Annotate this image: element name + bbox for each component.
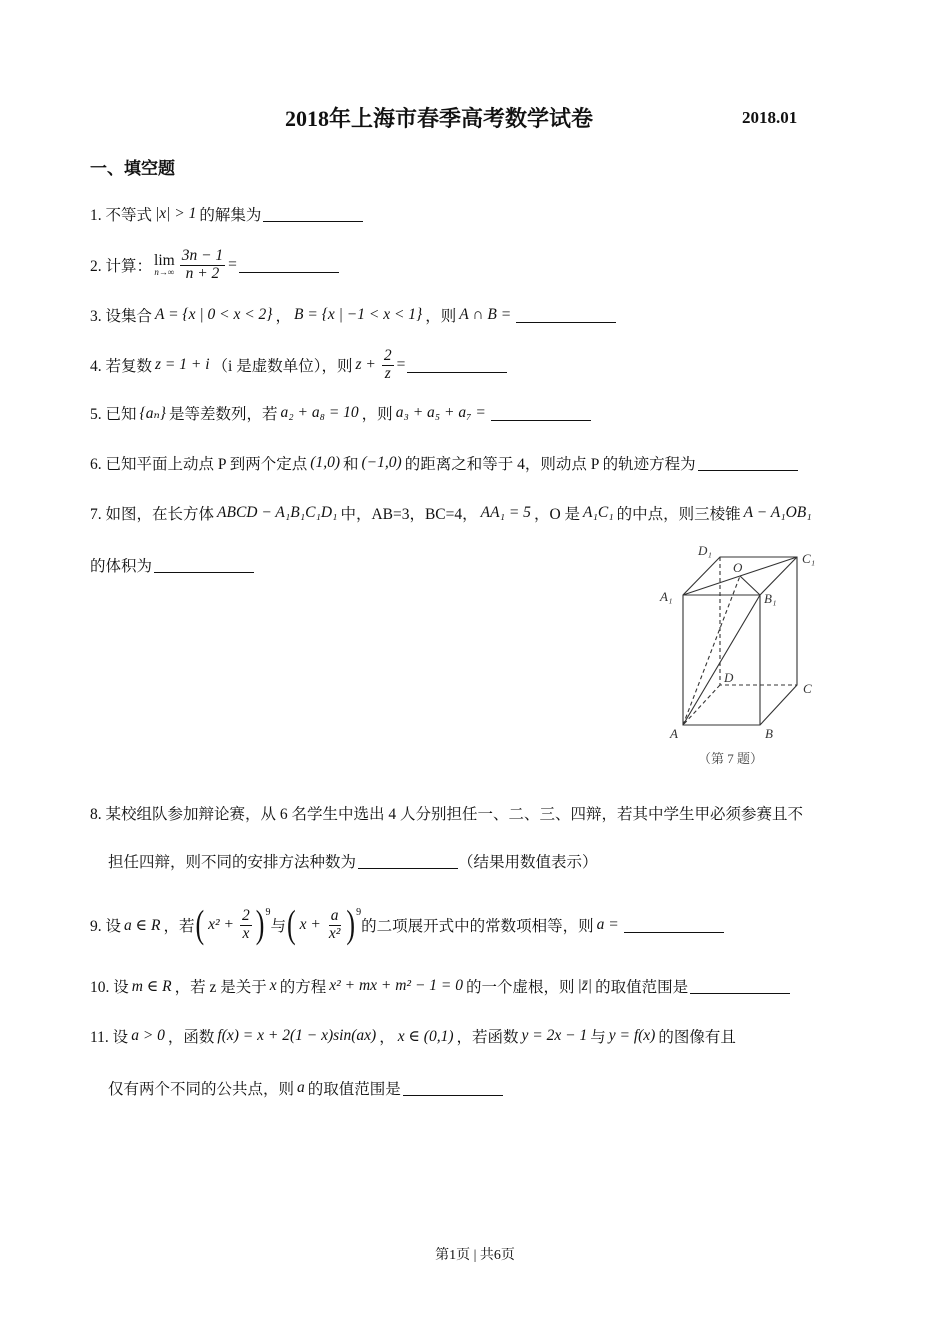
figure-hidden-edges [683, 557, 797, 725]
question-text: 3. 设集合 [90, 308, 153, 325]
answer-blank [690, 979, 790, 994]
question-text: ，若 [163, 918, 195, 935]
question-9 [90, 902, 724, 946]
parenthesis: ) [255, 902, 265, 946]
math-expression: x² + [208, 916, 235, 933]
math-expression: A = {x | 0 < x < 2} [155, 306, 273, 323]
label-B: B [765, 726, 773, 741]
label-D: D [724, 670, 734, 685]
question-10 [90, 966, 790, 1006]
question-text: ，O 是 [533, 506, 581, 523]
section-heading: 一、填空题 [90, 159, 175, 178]
question-text: 和 [343, 456, 359, 473]
question-text: ，则 [361, 406, 393, 423]
question-text: 2. 计算： [90, 258, 153, 275]
math-expression: x² + mx + m² − 1 = 0 [329, 977, 463, 994]
page-title: 2018年上海市春季高考数学试卷 [285, 106, 594, 131]
figure-caption: （第 7 题） [698, 751, 764, 766]
question-text: 6. 已知平面上动点 P 到两个定点 [90, 456, 308, 473]
question-text: 11. 设 [90, 1029, 129, 1046]
fraction [180, 248, 225, 282]
question-text: 的一个虚根，则 [465, 979, 575, 996]
math-expression: ABCD − A₁B₁C₁D₁ [217, 504, 338, 521]
exponent: 9 [356, 907, 362, 918]
question-text: 是等差数列，若 [168, 406, 278, 423]
question-2 [90, 245, 339, 285]
question-text: 的图像有且 [658, 1029, 736, 1046]
question-11 [90, 1016, 736, 1056]
question-7-cont [90, 545, 254, 585]
cuboid-figure [640, 535, 840, 775]
limit [154, 253, 175, 278]
math-expression: a₂ + a₈ = 10 [280, 404, 359, 421]
answer-blank [403, 1081, 503, 1096]
question-text: 8. 某校组队参加辩论赛，从 6 名学生中选出 4 人分别担任一、二、三、四辩，若其中学生甲必须参赛且不 [90, 806, 804, 823]
question-11-cont [108, 1068, 503, 1108]
label-C1: C₁ [802, 551, 816, 566]
math-expression: m ∈ R [131, 977, 172, 995]
question-6 [90, 443, 798, 483]
fraction [327, 908, 343, 942]
parenthesis: ( [195, 902, 205, 946]
label-C: C [803, 681, 812, 696]
math-expression: |x| > 1 [155, 205, 197, 222]
question-text: 的二项展开式中的常数项相等，则 [361, 918, 594, 935]
question-text: 的体积为 [90, 558, 153, 575]
math-expression: z + [355, 356, 376, 373]
parenthesis: ) [346, 902, 356, 946]
math-expression: A₁C₁ [583, 504, 614, 521]
math-expression: f(x) = x + 2(1 − x)sin(ax) [217, 1027, 377, 1044]
label-O: O [733, 560, 743, 575]
question-3 [90, 295, 616, 335]
math-expression: A − A₁OB₁ [743, 504, 812, 521]
answer-blank [698, 456, 798, 471]
answer-blank [263, 207, 363, 222]
limit-operator: lim [154, 251, 175, 269]
question-text: 7. 如图，在长方体 [90, 506, 215, 523]
math-expression: a > 0 [131, 1027, 165, 1044]
math-expression: y = f(x) [608, 1027, 656, 1044]
question-text: ，函数 [167, 1029, 215, 1046]
question-text: = [228, 256, 237, 273]
question-text: 的距离之和等于 4，则动点 P 的轨迹方程为 [404, 456, 696, 473]
question-text: 中，AB=3，BC=4， [340, 506, 478, 523]
answer-blank [491, 406, 591, 421]
exam-date: 2018.01 [742, 108, 798, 127]
question-text: 的取值范围是 [307, 1081, 401, 1098]
math-expression: x [269, 977, 277, 994]
denominator: x² [328, 924, 341, 942]
question-5 [90, 393, 591, 433]
question-text: ，若函数 [456, 1029, 519, 1046]
label-A1: A₁ [660, 589, 673, 604]
question-text: 仅有两个不同的公共点，则 [108, 1081, 295, 1098]
label-A: A [670, 726, 678, 741]
math-expression: a = [596, 916, 619, 933]
parenthesis: ( [286, 902, 296, 946]
label-D1: D₁ [698, 543, 712, 558]
math-expression: x + [299, 916, 321, 933]
question-text: （i 是虚数单位），则 [212, 358, 353, 375]
denominator: n + 2 [185, 264, 220, 282]
question-4 [90, 345, 507, 385]
question-text: 的解集为 [199, 207, 262, 224]
answer-blank [516, 308, 616, 323]
figure-solid-edges [683, 557, 797, 725]
question-text: = [396, 356, 406, 373]
question-text: 5. 已知 [90, 406, 137, 423]
question-8 [90, 793, 803, 833]
question-1 [90, 194, 363, 234]
question-7 [90, 493, 815, 533]
label-B1: B₁ [764, 591, 777, 606]
math-expression: y = 2x − 1 [521, 1027, 588, 1044]
answer-blank [624, 918, 724, 933]
math-expression: a ∈ R [124, 916, 161, 934]
question-text: 的中点，则三棱锥 [616, 506, 741, 523]
answer-blank [358, 854, 458, 869]
answer-blank [154, 558, 254, 573]
question-text: 的取值范围是 [595, 979, 689, 996]
page-footer: 第1页 | 共6页 [435, 1248, 515, 1263]
numerator: 3n − 1 [181, 247, 224, 265]
math-expression: x ∈ (0,1) [397, 1027, 454, 1045]
question-text: 与 [590, 1029, 606, 1046]
numerator: 2 [242, 907, 250, 925]
denominator: z [384, 364, 391, 382]
question-text: 担任四辩，则不同的安排方法种数为 [108, 854, 357, 871]
question-text: 4. 若复数 [90, 358, 153, 375]
math-expression: z = 1 + i [155, 356, 210, 373]
fraction [240, 908, 252, 942]
fraction [382, 348, 394, 382]
math-expression: A ∩ B = [459, 306, 512, 323]
math-expression: B = {x | −1 < x < 1} [294, 306, 423, 323]
limit-subscript: n→∞ [154, 267, 175, 278]
exponent: 9 [265, 907, 271, 918]
answer-blank [407, 358, 507, 373]
question-text: ， [275, 308, 292, 325]
answer-blank [239, 258, 339, 273]
question-text: 的方程 [279, 979, 327, 996]
numerator: a [330, 907, 339, 925]
math-expression: a₃ + a₅ + a₇ = [395, 404, 486, 421]
math-expression: AA₁ = 5 [480, 504, 531, 521]
question-text: （结果用数值表示） [458, 854, 598, 871]
math-expression: {aₙ} [139, 404, 166, 422]
question-text: 9. 设 [90, 918, 122, 935]
question-text: 1. 不等式 [90, 207, 153, 224]
math-expression: a [297, 1079, 305, 1096]
math-expression: |z̄| [577, 977, 593, 994]
question-8-cont [108, 841, 598, 881]
numerator: 2 [383, 347, 392, 365]
math-expression: (1,0) [310, 454, 340, 471]
question-text: ， [379, 1029, 395, 1046]
question-text: 与 [270, 918, 286, 935]
math-expression: (−1,0) [361, 454, 402, 471]
question-text: ，则 [425, 308, 457, 325]
question-text: ，若 z 是关于 [174, 979, 267, 996]
denominator: x [242, 924, 250, 942]
question-text: 10. 设 [90, 979, 129, 996]
